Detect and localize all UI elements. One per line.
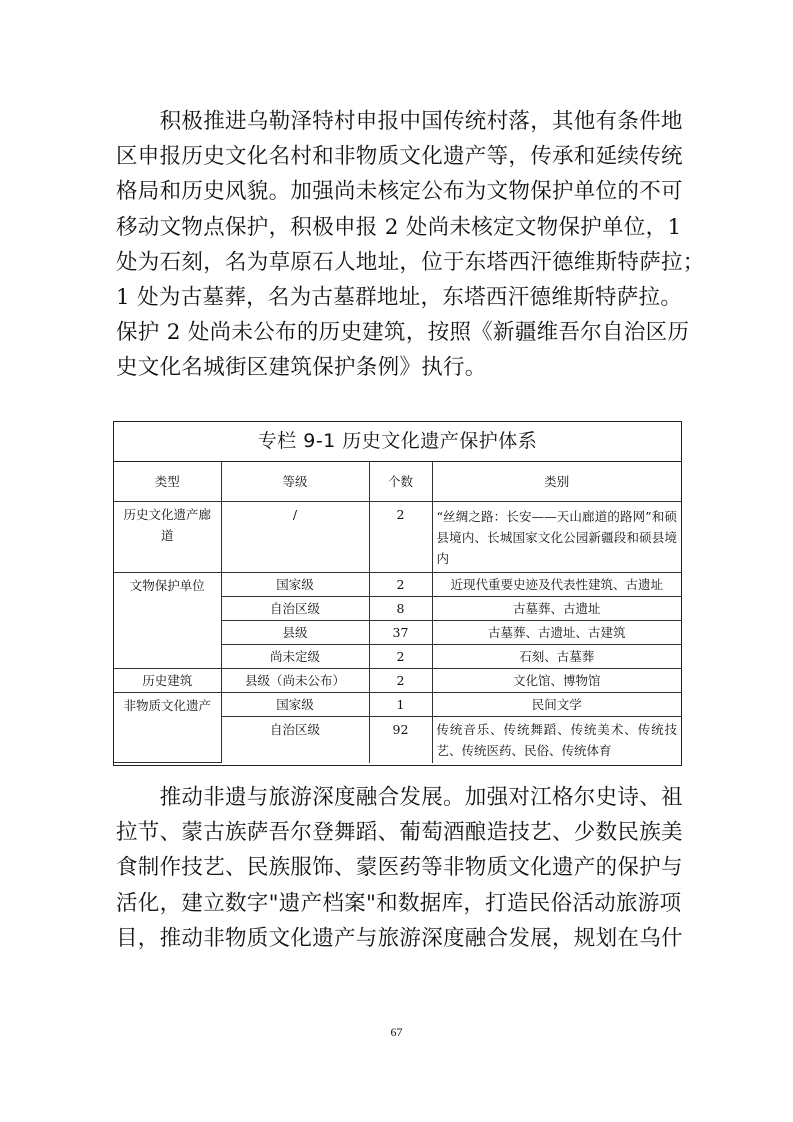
column-header-level: 等级 <box>221 462 369 502</box>
column-header-category: 类别 <box>432 462 681 502</box>
cell-count: 2 <box>369 502 432 573</box>
cell-count: 1 <box>369 693 432 717</box>
table-row <box>114 573 681 597</box>
paragraph-line: 保护 2 处尚未公布的历史建筑，按照《新疆维吾尔自治区历 <box>116 320 690 346</box>
heritage-system-table-box <box>113 421 682 766</box>
cell-count: 2 <box>369 669 432 693</box>
cell-level: 国家级 <box>221 693 369 717</box>
column-header-count: 个数 <box>369 462 432 502</box>
page-number: 67 <box>390 1025 403 1039</box>
cell-category: 文化馆、博物馆 <box>432 669 681 693</box>
paragraph-line: 区申报历史文化名村和非物质文化遗产等，传承和延续传统 <box>116 144 683 170</box>
cell-level: 尚未定级 <box>221 645 369 669</box>
cell-level: / <box>221 502 369 573</box>
cell-type: 非物质文化遗产 <box>114 693 221 763</box>
paragraph-line: 处为石刻，名为草原石人地址，位于东塔西汗德维斯特萨拉； <box>116 249 705 275</box>
paragraph-line: 积极推进乌勒泽特村申报中国传统村落，其他有条件地 <box>116 109 683 134</box>
paragraph-line: 拉节、蒙古族萨吾尔登舞蹈、葡萄酒酿造技艺、少数民族美 <box>116 820 683 846</box>
body-paragraph-intangible-heritage-tourism <box>116 780 682 956</box>
cell-category: 民间文学 <box>432 693 681 717</box>
cell-count: 37 <box>369 621 432 645</box>
cell-category: 近现代重要史迹及代表性建筑、古遗址 <box>432 573 681 597</box>
paragraph-line: 移动文物点保护，积极申报 2 处尚未核定文物保护单位，1 <box>116 214 682 240</box>
paragraph-line: 史文化名城街区建筑保护条例》执行。 <box>116 355 487 381</box>
paragraph-line: 格局和历史风貌。加强尚未核定公布为文物保护单位的不可 <box>116 179 683 205</box>
cell-count: 92 <box>369 717 432 763</box>
cell-category: 传统音乐、传统舞蹈、传统美术、传统技艺、传统医药、民俗、传统体育 <box>432 717 681 763</box>
cell-count: 8 <box>369 597 432 621</box>
paragraph-line: 推动非遗与旅游深度融合发展。加强对江格尔史诗、祖 <box>116 785 683 810</box>
cell-category: 古墓葬、古遗址 <box>432 597 681 621</box>
cell-count: 2 <box>369 645 432 669</box>
cell-category: 石刻、古墓葬 <box>432 645 681 669</box>
cell-level: 自治区级 <box>221 717 369 763</box>
table-row <box>114 693 681 717</box>
paragraph-line: 活化，建立数字"遗产档案"和数据库，打造民俗活动旅游项 <box>116 890 682 916</box>
cell-type: 历史建筑 <box>114 669 221 693</box>
paragraph-line: 目，推动非物质文化遗产与旅游深度融合发展，规划在乌什 <box>116 925 683 951</box>
table-row <box>114 502 681 573</box>
cell-level: 县级 <box>221 621 369 645</box>
cell-level: 国家级 <box>221 573 369 597</box>
cell-category: 古墓葬、古遗址、古建筑 <box>432 621 681 645</box>
column-header-type: 类型 <box>114 462 221 502</box>
cell-category: “丝绸之路：长安——天山廊道的路网”和硕县境内、长城国家文化公园新疆段和硕县境内 <box>432 502 681 573</box>
cell-type: 文物保护单位 <box>114 573 221 669</box>
table-box-title: 专栏 9-1 历史文化遗产保护体系 <box>114 422 681 462</box>
paragraph-line: 1 处为古墓葬，名为古墓群地址，东塔西汗德维斯特萨拉。 <box>116 285 683 311</box>
cell-level: 自治区级 <box>221 597 369 621</box>
table-row <box>114 669 681 693</box>
cell-type: 历史文化遗产廊道 <box>114 502 221 573</box>
paragraph-line: 食制作技艺、民族服饰、蒙医药等非物质文化遗产的保护与 <box>116 855 683 881</box>
table-header-row <box>114 462 681 502</box>
body-paragraph-heritage-protection <box>116 104 705 386</box>
cell-count: 2 <box>369 573 432 597</box>
cell-level: 县级（尚未公布） <box>221 669 369 693</box>
heritage-system-table <box>114 462 681 763</box>
